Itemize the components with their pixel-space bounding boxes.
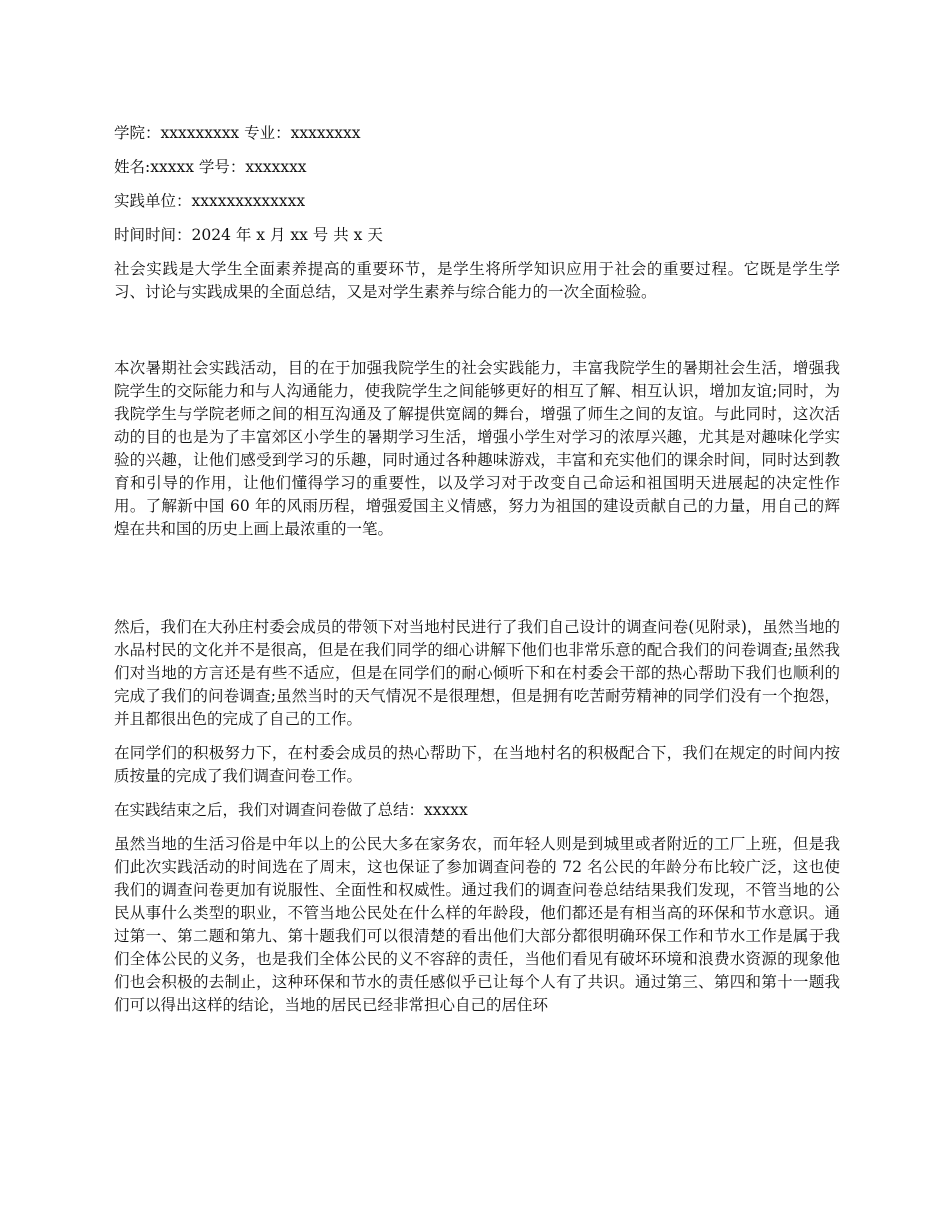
college-major-line: 学院：xxxxxxxxx 专业：xxxxxxxx [114, 124, 361, 142]
spacer [114, 315, 840, 357]
document-page [114, 122, 840, 1028]
purpose-paragraph: 本次暑期社会实践活动，目的在于加强我院学生的社会实践能力，丰富我院学生的暑期社会生活，增强我院学生的交际能力和与人沟通能力，使我院学生之间能够更好的相互了解、相互认识，增加友谊;同时，为我院学生与学院老师之间的相互沟通及了解提供宽阔的舞台，增强了师生之间的友谊。与此同时，这次活动的目的也是为了丰富郊区小学生的暑期学习生活，增强小学生对学习的浓厚兴趣，尤其是对趣味化学实验的兴趣，让他们感受到学习的乐趣，同时通过各种趣味游戏，丰富和充实他们的课余时间，同时达到教育和引导的作用，让他们懂得学习的重要性，以及学习对于改变自己命运和祖国明天进展起的决定性作用。了解新中国 60 年的风雨历程，增强爱国主义情感，努力为祖国的建设贡献自己的力量，用自己的辉煌在共和国的历史上画上最浓重的一笔。 [114, 359, 840, 538]
intro-paragraph: 社会实践是大学生全面素养提高的重要环节，是学生将所学知识应用于社会的重要过程。它既是学生学习、讨论与实践成果的全面总结，又是对学生素养与综合能力的一次全面检验。 [114, 260, 840, 301]
survey-completion-paragraph: 在同学们的积极努力下，在村委会成员的热心帮助下，在当地村名的积极配合下，我们在规定的时间内按质按量的完成了我们调查问卷工作。 [114, 744, 840, 785]
practice-time-line: 时间时间：2024 年 x 月 xx 号 共 x 天 [114, 226, 383, 244]
summary-intro-paragraph: 在实践结束之后，我们对调查问卷做了总结：xxxxx [114, 801, 468, 819]
name-student-id-line: 姓名:xxxxx 学号：xxxxxxx [114, 158, 307, 176]
spacer [114, 552, 840, 616]
summary-findings-paragraph: 虽然当地的生活习俗是中年以上的公民大多在家务农，而年轻人则是到城里或者附近的工厂上班，但是我们此次实践活动的时间选在了周末，这也保证了参加调查问卷的 72 名公民的年龄分布比较广泛，这也使我们的调查问卷更加有说服性、全面性和权威性。通过我们的调查问卷总结结果我们发现，不管当地的公民从事什么类型的职业，不管当地公民处在什么样的年龄段，他们都还是有相当高的环保和节水意识。通过第一、第二题和第九、第十题我们可以很清楚的看出他们大部分都很明确环保工作和节水工作是属于我们全体公民的义务，也是我们全体公民的义不容辞的责任，当他们看见有破坏环境和浪费水资源的现象他们也会积极的去制止，这种环保和节水的责任感似乎已让每个人有了共识。通过第三、第四和第十一题我们可以得出这样的结论，当地的居民已经非常担心自己的居住环 [114, 835, 840, 1014]
survey-process-paragraph: 然后，我们在大孙庄村委会成员的带领下对当地村民进行了我们自己设计的调查问卷(见附录)，虽然当地的水品村民的文化并不是很高，但是在我们同学的细心讲解下他们也非常乐意的配合我们的问卷调查;虽然我们对当地的方言还是有些不适应，但是在同学们的耐心倾听下和在村委会干部的热心帮助下我们也顺利的完成了我们的问卷调查;虽然当时的天气情况不是很理想，但是拥有吃苦耐劳精神的同学们没有一个抱怨，并且都很出色的完成了自己的工作。 [114, 618, 840, 728]
practice-unit-line: 实践单位：xxxxxxxxxxxxx [114, 192, 306, 210]
